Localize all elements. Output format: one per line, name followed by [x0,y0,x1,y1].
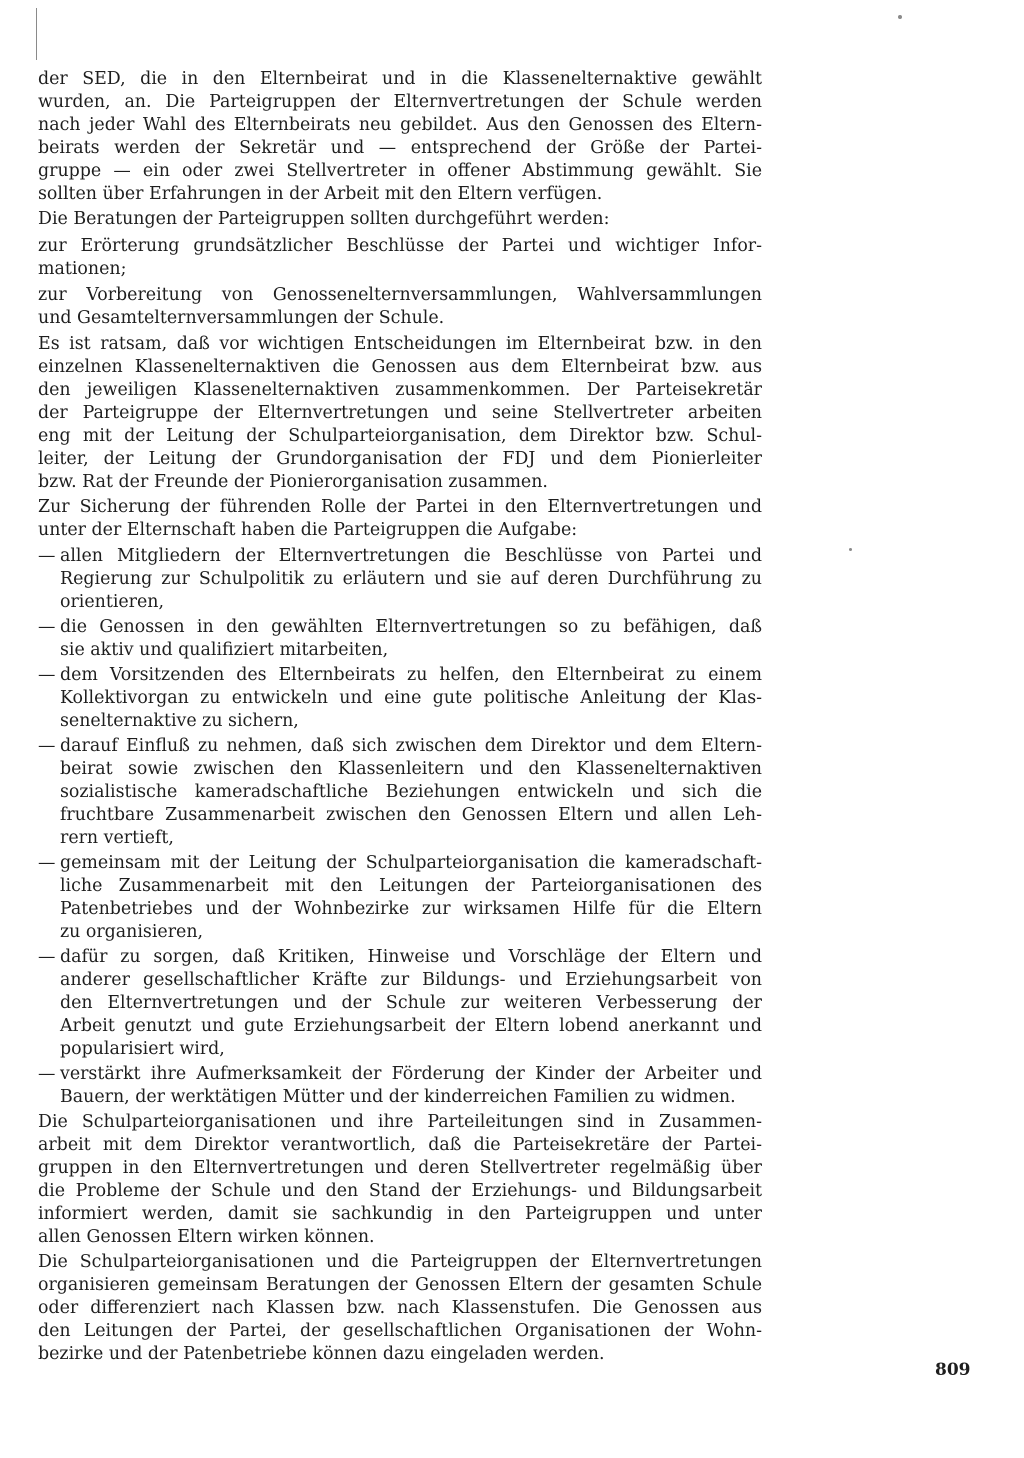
text-line: mationen; [38,259,127,279]
text-line: Es ist ratsam, daß vor wichtigen Entscheidungen im Elternbeirat bzw. in den [38,334,762,354]
text-line: senelternaktive zu sichern, [60,711,299,731]
text-line: die Probleme der Schule und den Stand der Erziehungs- und Bildungsarbeit [38,1181,762,1201]
bullet-dash: — [38,1064,56,1084]
text-line: sozialistische kameradschaftliche Beziehungen entwickeln und sich die [60,782,762,802]
text-line: Zur Sicherung der führenden Rolle der Partei in den Elternvertretungen und [38,497,762,517]
text-line: Die Beratungen der Parteigruppen sollten durchgeführt werden: [38,209,610,229]
text-line: liche Zusammenarbeit mit den Leitungen der Parteiorganisationen des [60,876,762,896]
text-line: allen Mitgliedern der Elternvertretungen die Beschlüsse von Partei und [60,546,762,566]
text-line: orientieren, [60,592,165,612]
text-line: organisieren gemeinsam Beratungen der Genossen Eltern der gesamten Schule [38,1275,762,1295]
page-number: 809 [935,1360,971,1380]
bullet-dash: — [38,947,56,967]
text-line: wurden, an. Die Parteigruppen der Elternvertretungen der Schule werden [38,92,762,112]
text-line: anderer gesellschaftlicher Kräfte zur Bildungs- und Erziehungsarbeit von [60,970,762,990]
text-line: fruchtbare Zusammenarbeit zwischen den Genossen Eltern und allen Leh- [60,805,762,825]
text-line: leiter, der Leitung der Grundorganisation der FDJ und dem Pionierleiter [38,449,762,469]
text-line: den jeweiligen Klassenelternaktiven zusammenkommen. Der Parteisekretär [38,380,762,400]
bullet-dash: — [38,665,56,685]
text-line: sie aktiv und qualifiziert mitarbeiten, [60,640,389,660]
text-line: bzw. Rat der Freunde der Pionierorganisation zusammen. [38,472,548,492]
text-line: beirat sowie zwischen den Klassenleitern und den Klassenelternaktiven [60,759,762,779]
text-line: nach jeder Wahl des Elternbeirats neu gebildet. Aus den Genossen des Eltern- [38,115,762,135]
text-line: gruppen in den Elternvertretungen und deren Stellvertreter regelmäßig über [38,1158,762,1178]
text-line: bezirke und der Patenbetriebe können dazu eingeladen werden. [38,1344,605,1364]
text-line: einzelnen Klassenelternaktiven die Genossen aus dem Elternbeirat bzw. aus [38,357,762,377]
text-line: informiert werden, damit sie sachkundig in den Parteigruppen und unter [38,1204,762,1224]
text-line: Die Schulparteiorganisationen und ihre Parteileitungen sind in Zusammen- [38,1112,762,1132]
text-line: Patenbetriebes und der Wohnbezirke zur wirksamen Hilfe für die Eltern [60,899,762,919]
text-line: arbeit mit dem Direktor verantwortlich, daß die Parteisekretäre der Partei- [38,1135,762,1155]
text-line: darauf Einfluß zu nehmen, daß sich zwischen dem Direktor und dem Eltern- [60,736,762,756]
text-line: der Parteigruppe der Elternvertretungen und seine Stellvertreter arbeiten [38,403,762,423]
text-line: dem Vorsitzenden des Elternbeirats zu helfen, den Elternbeirat zu einem [60,665,762,685]
text-line: unter der Elternschaft haben die Parteigruppen die Aufgabe: [38,520,578,540]
text-line: Kollektivorgan zu entwickeln und eine gute politische Anleitung der Klas- [60,688,762,708]
text-line: rern vertieft, [60,828,174,848]
text-line: Bauern, der werktätigen Mütter und der kinderreichen Familien zu widmen. [60,1087,736,1107]
bullet-dash: — [38,617,56,637]
text-line: gemeinsam mit der Leitung der Schulparteiorganisation die kameradschaft- [60,853,762,873]
bullet-dash: — [38,736,56,756]
scan-dot [849,548,852,551]
bullet-dash: — [38,546,56,566]
text-line: Regierung zur Schulpolitik zu erläutern und sie auf deren Durchführung zu [60,569,762,589]
text-line: oder differenziert nach Klassen bzw. nach Klassenstufen. Die Genossen aus [38,1298,762,1318]
text-line: den Elternvertretungen und der Schule zur weiteren Verbesserung der [60,993,762,1013]
text-line: Die Schulparteiorganisationen und die Parteigruppen der Elternvertretungen [38,1252,762,1272]
scan-mark [36,8,37,60]
text-line: zur Erörterung grundsätzlicher Beschlüsse der Partei und wichtiger Infor- [38,236,762,256]
scan-dot [898,15,902,19]
text-line: popularisiert wird, [60,1039,225,1059]
text-line: der SED, die in den Elternbeirat und in die Klassenelternaktive gewählt [38,69,762,89]
text-line: sollten über Erfahrungen in der Arbeit mit den Eltern verfügen. [38,184,603,204]
text-line: den Leitungen der Partei, der gesellschaftlichen Organisationen der Wohn- [38,1321,762,1341]
text-line: verstärkt ihre Aufmerksamkeit der Förderung der Kinder der Arbeiter und [60,1064,762,1084]
text-line: zur Vorbereitung von Genossenelternversammlungen, Wahlversammlungen [38,285,762,305]
text-line: zu organisieren, [60,922,204,942]
text-line: die Genossen in den gewählten Elternvertretungen so zu befähigen, daß [60,617,762,637]
text-line: allen Genossen Eltern wirken können. [38,1227,375,1247]
text-line: eng mit der Leitung der Schulparteiorganisation, dem Direktor bzw. Schul- [38,426,762,446]
text-line: Arbeit genutzt und gute Erziehungsarbeit der Eltern lobend anerkannt und [60,1016,762,1036]
text-line: beirats werden der Sekretär und — entsprechend der Größe der Partei- [38,138,762,158]
text-line: dafür zu sorgen, daß Kritiken, Hinweise und Vorschläge der Eltern und [60,947,762,967]
text-line: gruppe — ein oder zwei Stellvertreter in offener Abstimmung gewählt. Sie [38,161,762,181]
bullet-dash: — [38,853,56,873]
text-line: und Gesamtelternversammlungen der Schule. [38,308,445,328]
